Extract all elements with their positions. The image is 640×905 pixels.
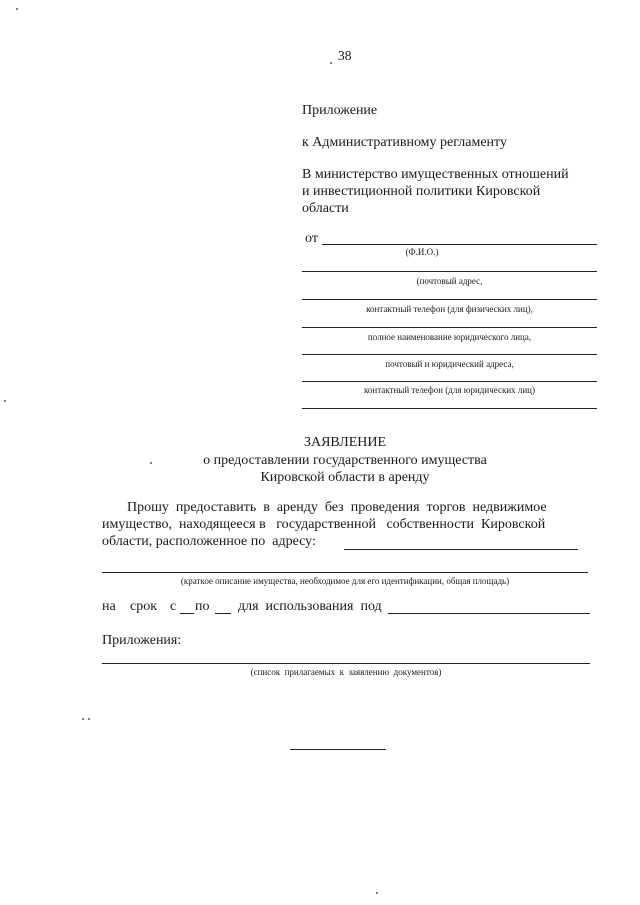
scan-speck xyxy=(4,400,6,402)
sender-bottom-line xyxy=(302,408,597,409)
description-line xyxy=(102,572,588,573)
fio-caption: (Ф.И.О.) xyxy=(405,247,439,257)
attachments-caption: (список прилагаемых к заявлению документов) xyxy=(250,667,442,677)
legal-name-line xyxy=(302,327,597,328)
body-line-3: области, расположенное по адресу: xyxy=(102,534,316,549)
attachments-label: Приложения: xyxy=(102,633,182,648)
end-date-line xyxy=(215,613,231,614)
scan-speck xyxy=(376,892,378,894)
scan-speck xyxy=(330,62,332,64)
scan-speck xyxy=(16,8,18,10)
ministry-line-1: В министерство имущественных отношений xyxy=(302,167,569,182)
fio-line xyxy=(322,244,597,245)
document-title: ЗАЯВЛЕНИЕ xyxy=(303,435,387,450)
document-subtitle-2: Кировской области в аренду xyxy=(260,470,430,485)
start-date-line xyxy=(180,613,194,614)
body-line-2: имущество, находящееся в государственной собственности Кировской xyxy=(102,517,546,532)
addresses-line xyxy=(302,354,597,355)
term-srok: срок xyxy=(130,599,158,614)
postal-line xyxy=(302,271,597,272)
ministry-line-2: и инвестиционной политики Кировской xyxy=(302,184,541,199)
term-po: по xyxy=(195,599,210,614)
scan-speck xyxy=(88,718,90,720)
purpose-line xyxy=(388,613,590,614)
phone-individual-caption: контактный телефон (для физических лиц), xyxy=(366,304,533,314)
addresses-caption: почтовый и юридический адреса, xyxy=(385,359,514,369)
appendix-label: Приложение xyxy=(302,103,378,118)
term-s: с xyxy=(170,599,177,614)
legal-name-caption: полное наименование юридического лица, xyxy=(367,332,532,342)
phone-legal-line xyxy=(302,381,597,382)
description-caption: (краткое описание имущества, необходимое для его идентификации, общая площадь) xyxy=(180,576,510,586)
body-line-1: Прошу предоставить в аренду без проведения торгов недвижимое xyxy=(127,500,547,515)
phone-legal-caption: контактный телефон (для юридических лиц) xyxy=(364,385,535,395)
ministry-line-3: области xyxy=(302,201,349,216)
attachments-line xyxy=(102,663,590,664)
from-label: от xyxy=(305,231,318,246)
phone-individual-line xyxy=(302,299,597,300)
term-na: на xyxy=(102,599,116,614)
term-use: для использования под xyxy=(238,599,382,614)
regulation-label: к Административному регламенту xyxy=(302,135,507,150)
scan-speck xyxy=(82,718,84,720)
page-number: 38 xyxy=(338,48,352,63)
postal-caption: (почтовый адрес, xyxy=(416,276,483,286)
signature-line xyxy=(290,749,386,750)
address-line xyxy=(344,549,578,550)
scan-speck xyxy=(150,462,152,464)
document-subtitle-1: о предоставлении государственного имущества xyxy=(203,453,487,468)
